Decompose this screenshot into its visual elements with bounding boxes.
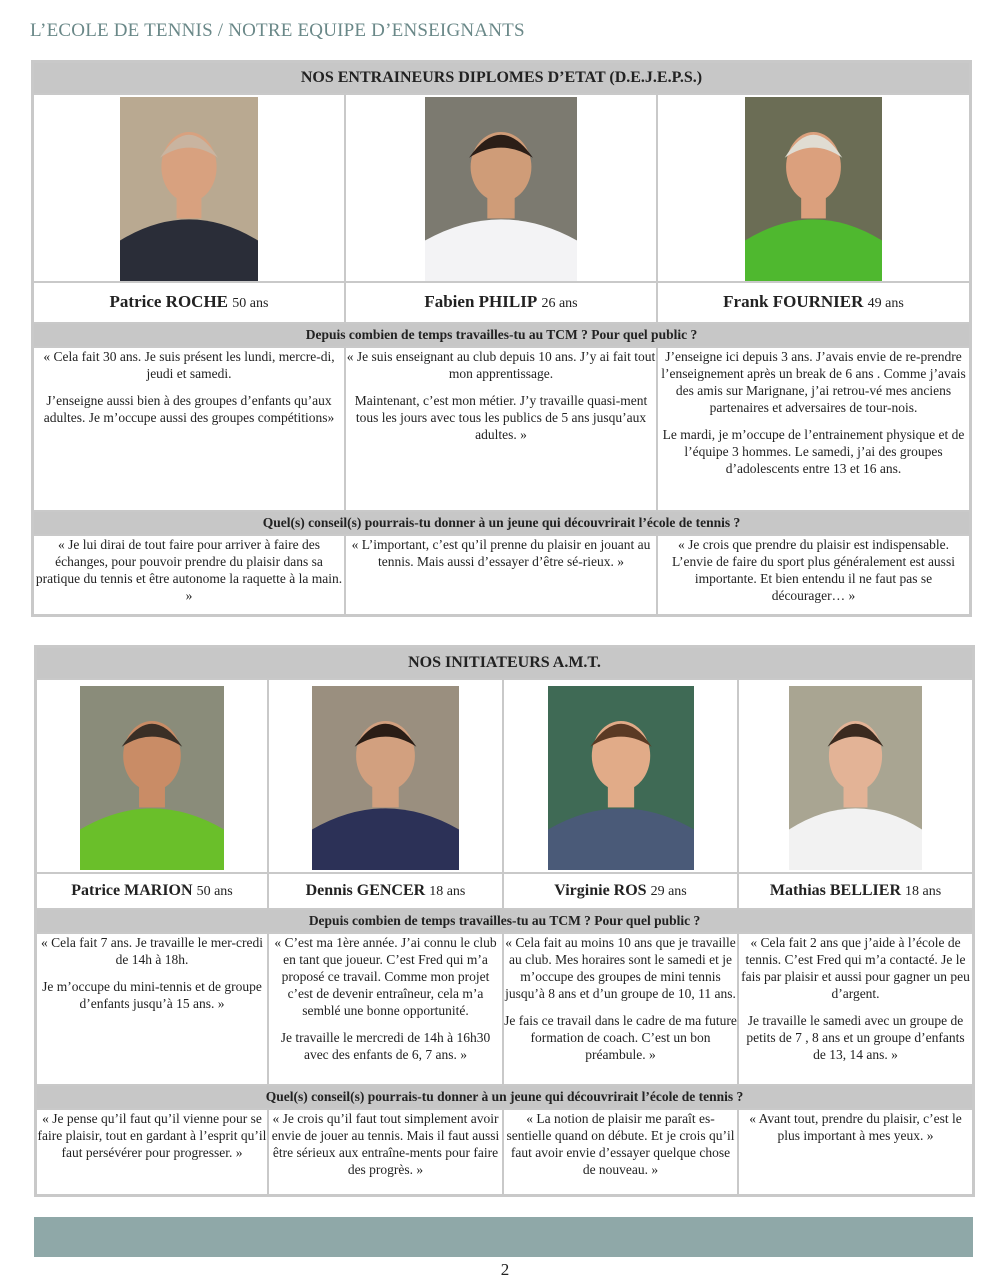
question-heading: Quel(s) conseil(s) pourrais-tu donner à un jeune qui découvrirait l’école de tennis ?: [36, 1085, 973, 1109]
answer-cell: « La notion de plaisir me paraît es-sentielle quand on débute. Et je crois qu’il faut avoir envie d’essayer quelque chose de nouveau. »: [503, 1109, 738, 1195]
answer-paragraph: « Cela fait au moins 10 ans que je travaille au club. Mes horaires sont le samedi et je m’occupe des groupes de mini tennis jusqu’à 8 ans et d’un groupe de 10, 11 ans.: [505, 935, 736, 1001]
answer-cell: [503, 933, 738, 1085]
person-name: Patrice MARION: [71, 882, 193, 899]
person-name: Mathias BELLIER: [769, 882, 901, 899]
answer-cell: [738, 933, 973, 1085]
answer-paragraph: Maintenant, c’est mon métier. J’y travaille quasi-ment tous les jours avec tous les publics de 5 ans jusqu’aux adultes. »: [354, 393, 648, 442]
answer-cell: « L’important, c’est qu’il prenne du plaisir en jouant au tennis. Mais aussi d’essayer d’être sé-rieux. »: [345, 535, 657, 615]
person-age: 29 ans: [650, 884, 687, 899]
name-cell: [33, 282, 345, 323]
answer-cell: [36, 933, 268, 1085]
person-name: Fabien PHILIP: [424, 292, 538, 311]
photo-cell: [503, 679, 738, 873]
photo-cell: [36, 679, 268, 873]
initiators-table: [34, 645, 975, 1197]
answer-paragraph: J’enseigne ici depuis 3 ans. J’avais envie de re-prendre l’enseignement après un break de 6 ans . Comme j’avais des amis sur Marignane, j’ai retrou-vé mes anciens partenaires et adversaires de tour-nois.: [661, 349, 966, 415]
answer-paragraph: « Je suis enseignant au club depuis 10 ans. J’y ai fait tout mon apprentissage.: [346, 349, 656, 381]
photo-cell: [33, 94, 345, 282]
answer-cell: « Je crois que prendre du plaisir est indispensable. L’envie de faire du sport plus généralement est aussi importante. Et bien entendu il ne faut pas se décourager… »: [657, 535, 970, 615]
answer-cell: [657, 347, 970, 511]
portrait-photo: [80, 686, 224, 870]
page-number: 2: [500, 1260, 510, 1279]
name-cell: [345, 282, 657, 323]
answer-paragraph: Je travaille le mercredi de 14h à 16h30 avec des enfants de 6, 7 ans. »: [280, 1030, 491, 1062]
question-heading: Depuis combien de temps travailles-tu au TCM ? Pour quel public ?: [36, 909, 973, 933]
answer-paragraph: « Cela fait 30 ans. Je suis présent les lundi, mercre-di, jeudi et samedi.: [43, 349, 335, 381]
section-heading: NOS INITIATEURS A.M.T.: [36, 647, 973, 679]
answer-paragraph: Le mardi, je m’occupe de l’entrainement physique et de l’équipe 3 hommes. Le samedi, j’ai des groupes d’adolescents entre 13 et 16 ans.: [662, 427, 965, 476]
page-title: L’ECOLE DE TENNIS / NOTRE EQUIPE D’ENSEIGNANTS: [30, 20, 525, 41]
portrait-photo: [312, 686, 459, 870]
portrait-photo: [745, 97, 882, 281]
person-age: 49 ans: [867, 296, 904, 311]
person-age: 18 ans: [429, 884, 466, 899]
portrait-photo: [789, 686, 922, 870]
portrait-photo: [548, 686, 694, 870]
trainers-table: [31, 60, 972, 617]
name-cell: [268, 873, 503, 909]
answer-cell: « Je crois qu’il faut tout simplement avoir envie de jouer au tennis. Mais il faut aussi être sérieux aux entraîne-ments pour faire des progrès. »: [268, 1109, 503, 1195]
photo-cell: [345, 94, 657, 282]
name-cell: [36, 873, 268, 909]
name-cell: [738, 873, 973, 909]
answer-cell: « Je lui dirai de tout faire pour arriver à faire des échanges, pour pouvoir prendre du plaisir dans sa pratique du tennis et être autonome la raquette à la main. »: [33, 535, 345, 615]
answer-paragraph: « Cela fait 2 ans que j’aide à l’école de tennis. C’est Fred qui m’a contacté. Je le fais par plaisir et aussi pour gagner un peu d’argent.: [741, 935, 970, 1001]
photo-cell: [657, 94, 970, 282]
footer-bar: [34, 1217, 973, 1257]
person-name: Patrice ROCHE: [109, 292, 229, 311]
name-cell: [503, 873, 738, 909]
question-heading: Quel(s) conseil(s) pourrais-tu donner à un jeune qui découvrirait l’école de tennis ?: [33, 511, 970, 535]
answer-cell: [33, 347, 345, 511]
answer-paragraph: « Cela fait 7 ans. Je travaille le mer-credi de 14h à 18h.: [40, 935, 263, 967]
answer-paragraph: Je fais ce travail dans le cadre de ma future formation de coach. C’est un bon préambule. »: [504, 1013, 737, 1062]
answer-cell: « Je pense qu’il faut qu’il vienne pour se faire plaisir, tout en gardant à l’esprit qu’il faut persévérer pour progresser. »: [36, 1109, 268, 1195]
person-age: 50 ans: [196, 884, 233, 899]
section-heading: NOS ENTRAINEURS DIPLOMES D’ETAT (D.E.J.E.P.S.): [33, 62, 970, 94]
person-name: Virginie ROS: [554, 882, 647, 899]
person-name: Dennis GENCER: [305, 882, 426, 899]
person-name: Frank FOURNIER: [723, 292, 864, 311]
portrait-photo: [425, 97, 577, 281]
answer-paragraph: Je travaille le samedi avec un groupe de petits de 7 , 8 ans et un groupe d’enfants de 13, 14 ans. »: [746, 1013, 965, 1062]
person-age: 26 ans: [541, 296, 578, 311]
person-age: 18 ans: [905, 884, 942, 899]
answer-cell: [345, 347, 657, 511]
question-heading: Depuis combien de temps travailles-tu au TCM ? Pour quel public ?: [33, 323, 970, 347]
name-cell: [657, 282, 970, 323]
portrait-photo: [120, 97, 258, 281]
person-age: 50 ans: [232, 296, 269, 311]
answer-paragraph: « C’est ma 1ère année. J’ai connu le club en tant que joueur. C’est Fred qui m’a proposé ce travail. Comme mon projet c’est de devenir entraîneur, cela m’a semblé une bonne opportunité.: [274, 935, 497, 1018]
answer-cell: « Avant tout, prendre du plaisir, c’est le plus important à mes yeux. »: [738, 1109, 973, 1195]
photo-cell: [268, 679, 503, 873]
answer-paragraph: J’enseigne aussi bien à des groupes d’enfants qu’aux adultes. Je m’occupe aussi des groupes compétitions»: [43, 393, 335, 425]
answer-cell: [268, 933, 503, 1085]
answer-paragraph: Je m’occupe du mini-tennis et de groupe d’enfants jusqu’à 15 ans. »: [42, 979, 262, 1011]
photo-cell: [738, 679, 973, 873]
